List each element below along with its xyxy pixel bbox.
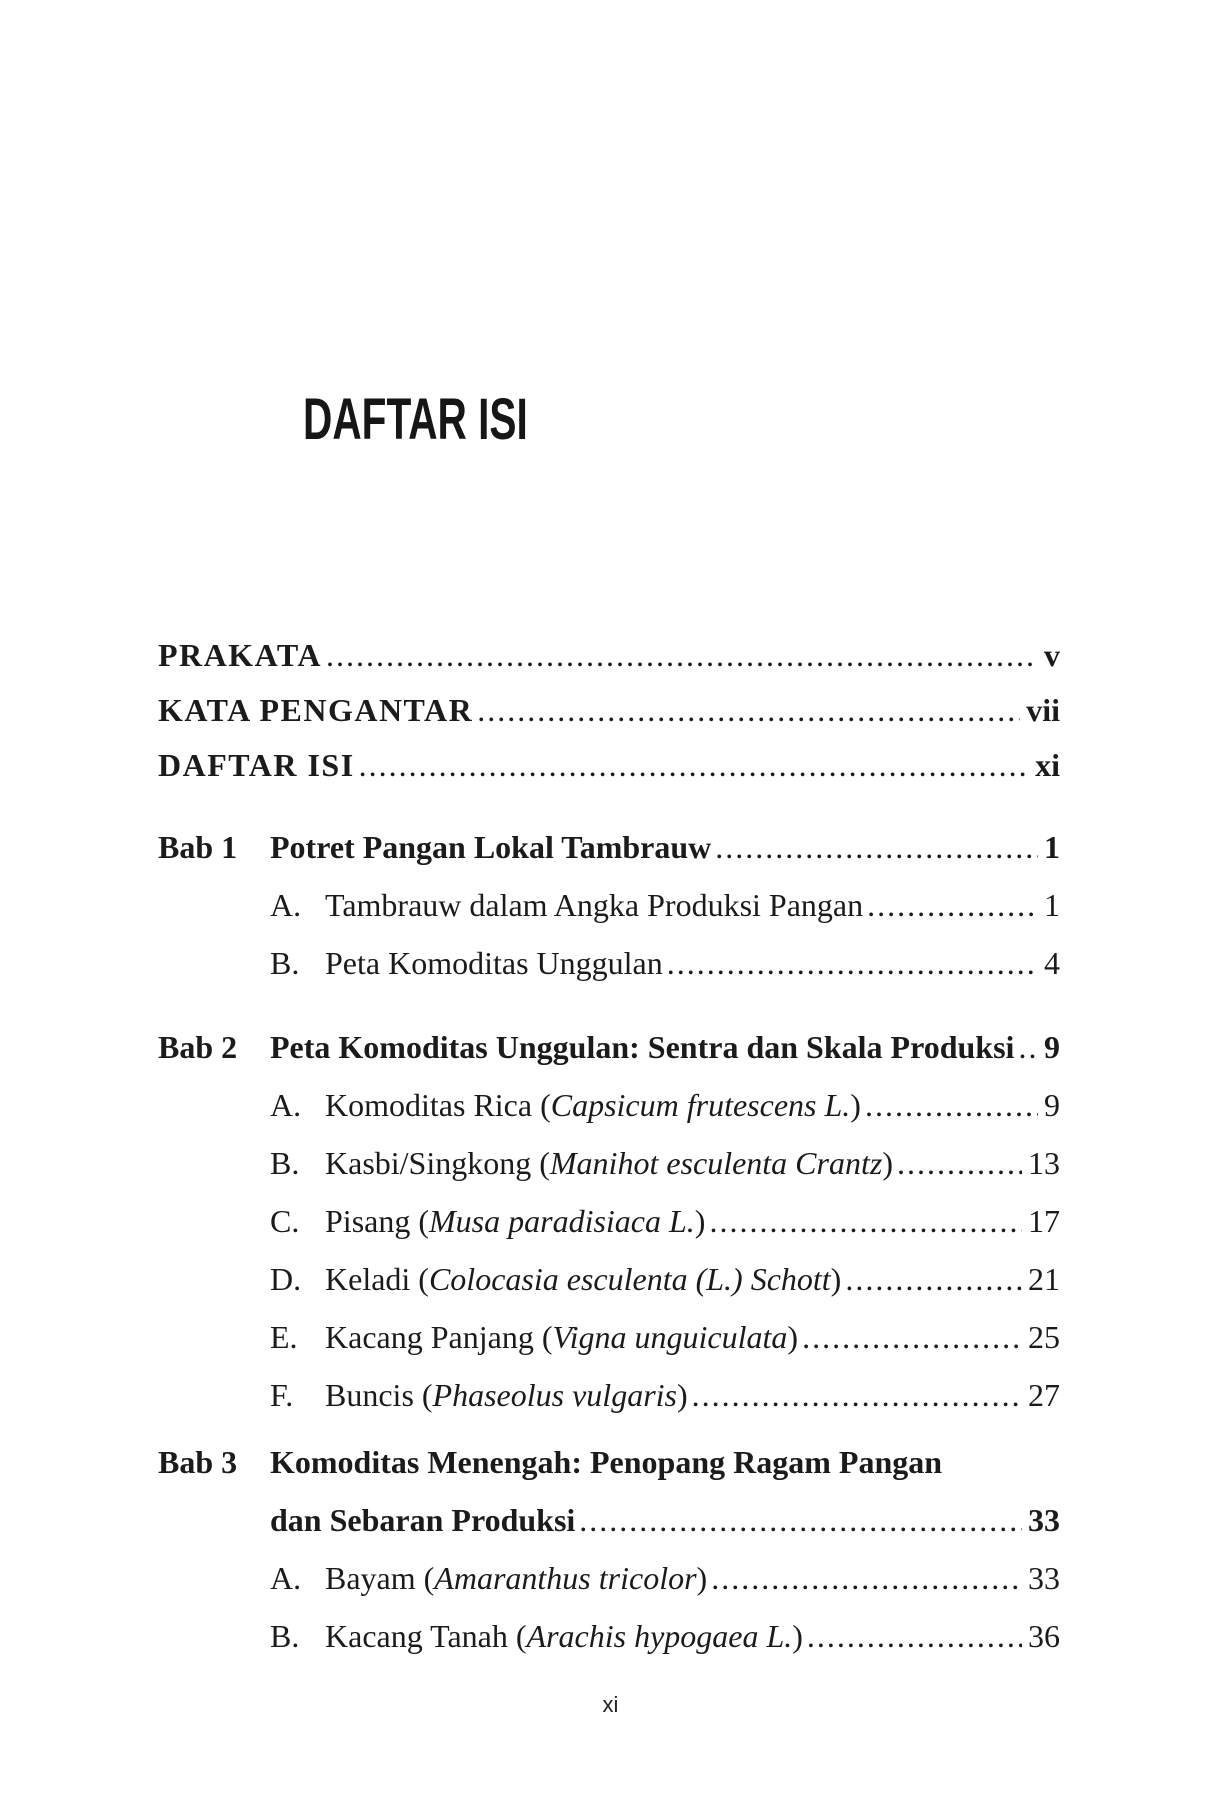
toc-chapter-1	[158, 827, 1060, 867]
entry-label: DAFTAR ISI	[158, 747, 355, 783]
toc-item-2b	[158, 1143, 1060, 1183]
item-letter: F.	[270, 1377, 294, 1413]
dot-leader	[845, 1259, 1022, 1299]
toc-chapter-3-line1	[158, 1442, 1060, 1482]
chapter-page-number: 9	[1044, 1029, 1060, 1065]
dot-leader	[802, 1317, 1022, 1357]
toc-item-1b	[158, 943, 1060, 983]
toc-entry-kata-pengantar	[158, 690, 1060, 730]
chapter-number: Bab 3	[158, 1444, 238, 1480]
toc-entry-prakata	[158, 635, 1060, 675]
item-title: Kacang Tanah (Arachis hypogaea L.)	[325, 1618, 803, 1654]
folio-page-number: xi	[602, 1692, 619, 1717]
item-title: Tambrauw dalam Angka Produksi Pangan	[325, 887, 864, 923]
entry-label: KATA PENGANTAR	[158, 692, 474, 728]
item-page-number: 33	[1028, 1560, 1060, 1596]
item-page-number: 25	[1028, 1319, 1060, 1355]
item-page-number: 17	[1028, 1203, 1060, 1239]
toc-item-2f	[158, 1375, 1060, 1415]
item-letter: D.	[270, 1261, 302, 1297]
item-title: Buncis (Phaseolus vulgaris)	[325, 1377, 688, 1413]
item-letter: C.	[270, 1203, 300, 1239]
item-title: Bayam (Amaranthus tricolor)	[325, 1560, 708, 1596]
item-letter: B.	[270, 1145, 300, 1181]
dot-leader	[326, 635, 1038, 675]
dot-leader	[807, 1616, 1022, 1656]
item-title: Pisang (Musa paradisiaca L.)	[325, 1203, 706, 1239]
toc-item-3b	[158, 1616, 1060, 1656]
item-title: Kacang Panjang (Vigna unguiculata)	[325, 1319, 799, 1355]
item-title: Peta Komoditas Unggulan	[325, 945, 663, 981]
dot-leader	[715, 827, 1038, 867]
item-page-number: 27	[1028, 1377, 1060, 1413]
toc-item-2d	[158, 1259, 1060, 1299]
dot-leader	[865, 1085, 1038, 1125]
dot-leader	[667, 943, 1038, 983]
item-page-number: 13	[1028, 1145, 1060, 1181]
chapter-page-number: 33	[1028, 1502, 1060, 1538]
dot-leader	[579, 1500, 1022, 1540]
toc-item-2e	[158, 1317, 1060, 1357]
item-letter: E.	[270, 1319, 298, 1355]
item-title: Komoditas Rica (Capsicum frutescens L.)	[325, 1087, 861, 1123]
toc-chapter-2	[158, 1027, 1060, 1067]
item-page-number: 21	[1028, 1261, 1060, 1297]
page-title: DAFTAR ISI	[303, 386, 528, 452]
entry-label: PRAKATA	[158, 637, 322, 673]
dot-leader	[711, 1558, 1022, 1598]
chapter-number: Bab 1	[158, 829, 238, 865]
item-page-number: 36	[1028, 1618, 1060, 1654]
item-title: Kasbi/Singkong (Manihot esculenta Crantz)	[325, 1145, 893, 1181]
toc-item-3a	[158, 1558, 1060, 1598]
item-title: Keladi (Colocasia esculenta (L.) Schott)	[325, 1261, 842, 1297]
entry-page-number: vii	[1026, 692, 1060, 728]
item-letter: B.	[270, 1618, 300, 1654]
item-letter: A.	[270, 887, 302, 923]
toc-item-1a	[158, 885, 1060, 925]
dot-leader	[1018, 1027, 1038, 1067]
toc-chapter-3-line2	[158, 1500, 1060, 1540]
toc-item-2c	[158, 1201, 1060, 1241]
toc-entry-daftar-isi	[158, 745, 1060, 785]
item-page-number: 4	[1044, 945, 1060, 981]
item-letter: A.	[270, 1560, 302, 1596]
toc-list	[158, 635, 1060, 1656]
chapter-title-line1: Komoditas Menengah: Penopang Ragam Pangan	[270, 1444, 943, 1480]
chapter-title-line2: dan Sebaran Produksi	[270, 1502, 576, 1538]
dot-leader	[709, 1201, 1022, 1241]
item-letter: A.	[270, 1087, 302, 1123]
dot-leader	[867, 885, 1038, 925]
chapter-title: Potret Pangan Lokal Tambrauw	[270, 829, 712, 865]
entry-page-number: xi	[1035, 747, 1060, 783]
dot-leader	[692, 1375, 1022, 1415]
dot-leader	[359, 745, 1029, 785]
toc-item-2a	[158, 1085, 1060, 1125]
chapter-page-number: 1	[1044, 829, 1060, 865]
item-letter: B.	[270, 945, 300, 981]
chapter-number: Bab 2	[158, 1029, 238, 1065]
entry-page-number: v	[1044, 637, 1060, 673]
dot-leader	[477, 690, 1020, 730]
chapter-title: Peta Komoditas Unggulan: Sentra dan Skala Produksi	[270, 1029, 1015, 1065]
dot-leader	[897, 1143, 1022, 1183]
item-page-number: 1	[1044, 887, 1060, 923]
item-page-number: 9	[1044, 1087, 1060, 1123]
